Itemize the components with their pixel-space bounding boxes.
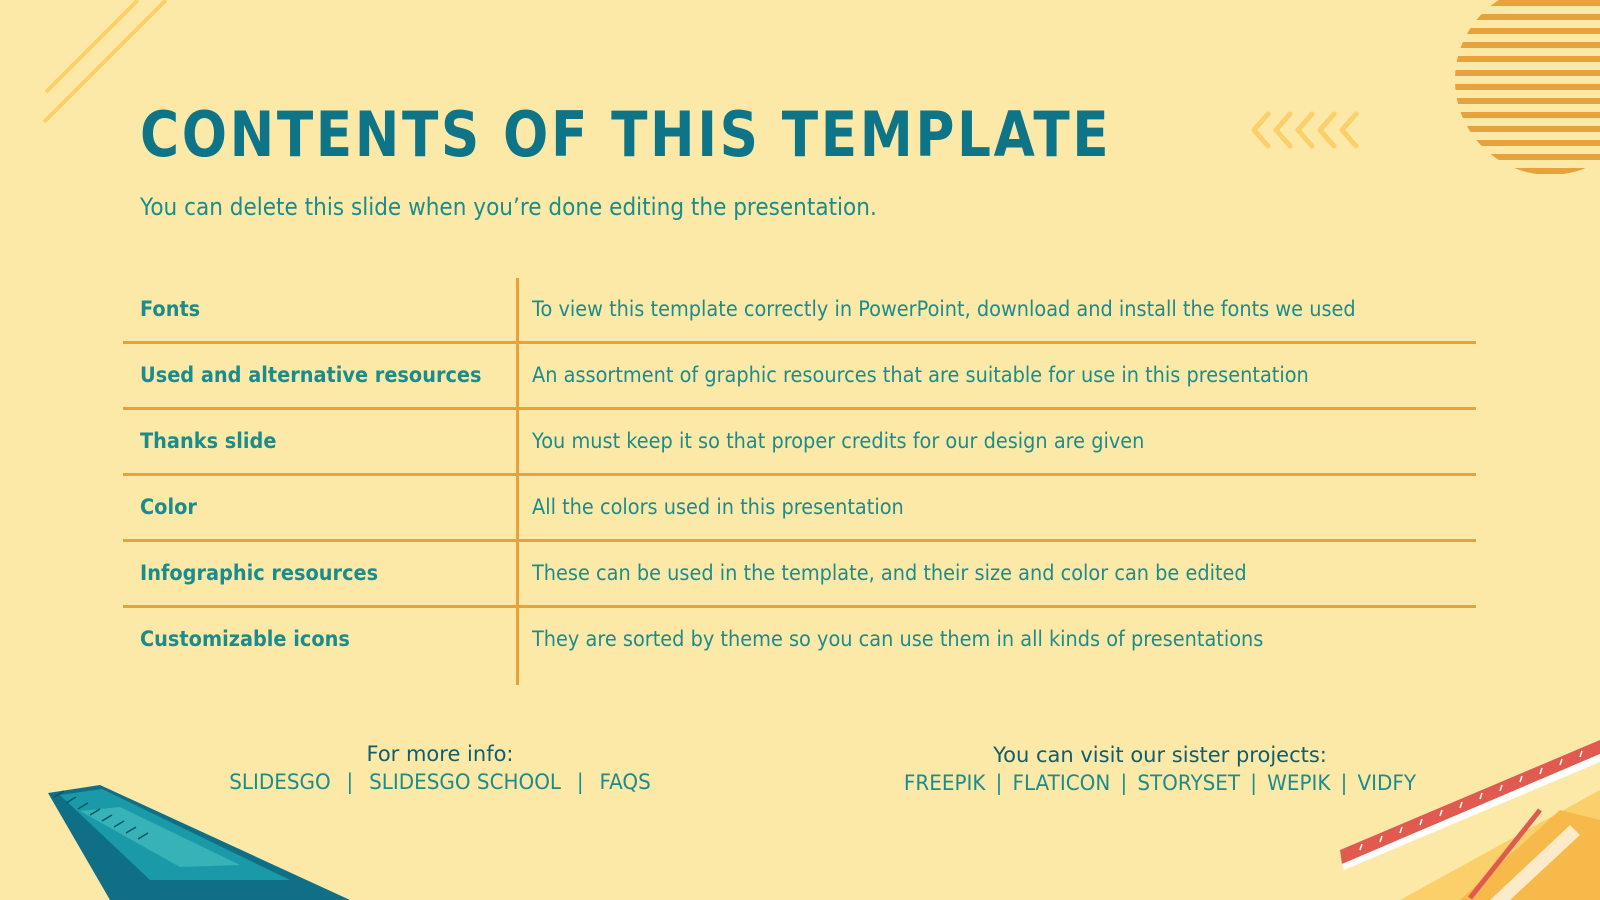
row-description: They are sorted by theme so you can use them in all kinds of presentations (532, 627, 1264, 651)
page-subtitle: You can delete this slide when you’re done editing the presentation. (140, 193, 877, 221)
row-description: You must keep it so that proper credits for our design are given (532, 429, 1145, 453)
link-separator: | (1340, 771, 1348, 795)
row-name: Infographic resources (140, 561, 379, 585)
row-name: Fonts (140, 297, 201, 321)
link-separator: | (1120, 771, 1128, 795)
link-slidesgo[interactable]: SLIDESGO (229, 770, 331, 794)
table-row (123, 476, 1476, 542)
table-row (123, 542, 1476, 608)
table-row (123, 344, 1476, 410)
link-freepik[interactable]: FREEPIK (903, 771, 986, 795)
red-ruler-decoration (1340, 740, 1600, 900)
row-description: These can be used in the template, and their size and color can be edited (532, 561, 1247, 585)
footer-label: You can visit our sister projects: (993, 743, 1327, 767)
link-slidesgo-school[interactable]: SLIDESGO SCHOOL (369, 770, 562, 794)
link-flaticon[interactable]: FLATICON (1012, 771, 1111, 795)
link-separator: | (346, 770, 354, 794)
link-vidfy[interactable]: VIDFY (1357, 771, 1417, 795)
link-separator: | (576, 770, 584, 794)
link-wepik[interactable]: WEPIK (1267, 771, 1331, 795)
row-description: To view this template correctly in PowerPoint, download and install the fonts we used (532, 297, 1356, 321)
row-name: Used and alternative resources (140, 363, 482, 387)
table-row (123, 278, 1476, 344)
teal-ruler-decoration (40, 785, 360, 900)
table-row (123, 608, 1476, 674)
striped-circle-decoration (1440, 0, 1600, 180)
table-row (123, 410, 1476, 476)
link-separator: | (995, 771, 1003, 795)
link-storyset[interactable]: STORYSET (1137, 771, 1241, 795)
contents-table (123, 278, 1476, 674)
link-faqs[interactable]: FAQS (599, 770, 651, 794)
page-title: CONTENTS OF THIS TEMPLATE (140, 98, 1112, 171)
footer-label: For more info: (366, 742, 514, 766)
row-name: Color (140, 495, 197, 519)
link-separator: | (1250, 771, 1257, 795)
row-description: All the colors used in this presentation (532, 495, 904, 519)
row-name: Customizable icons (140, 627, 350, 651)
row-name: Thanks slide (140, 429, 277, 453)
row-description: An assortment of graphic resources that are suitable for use in this presentation (532, 363, 1309, 387)
chevron-arrows-decoration (1250, 110, 1370, 150)
